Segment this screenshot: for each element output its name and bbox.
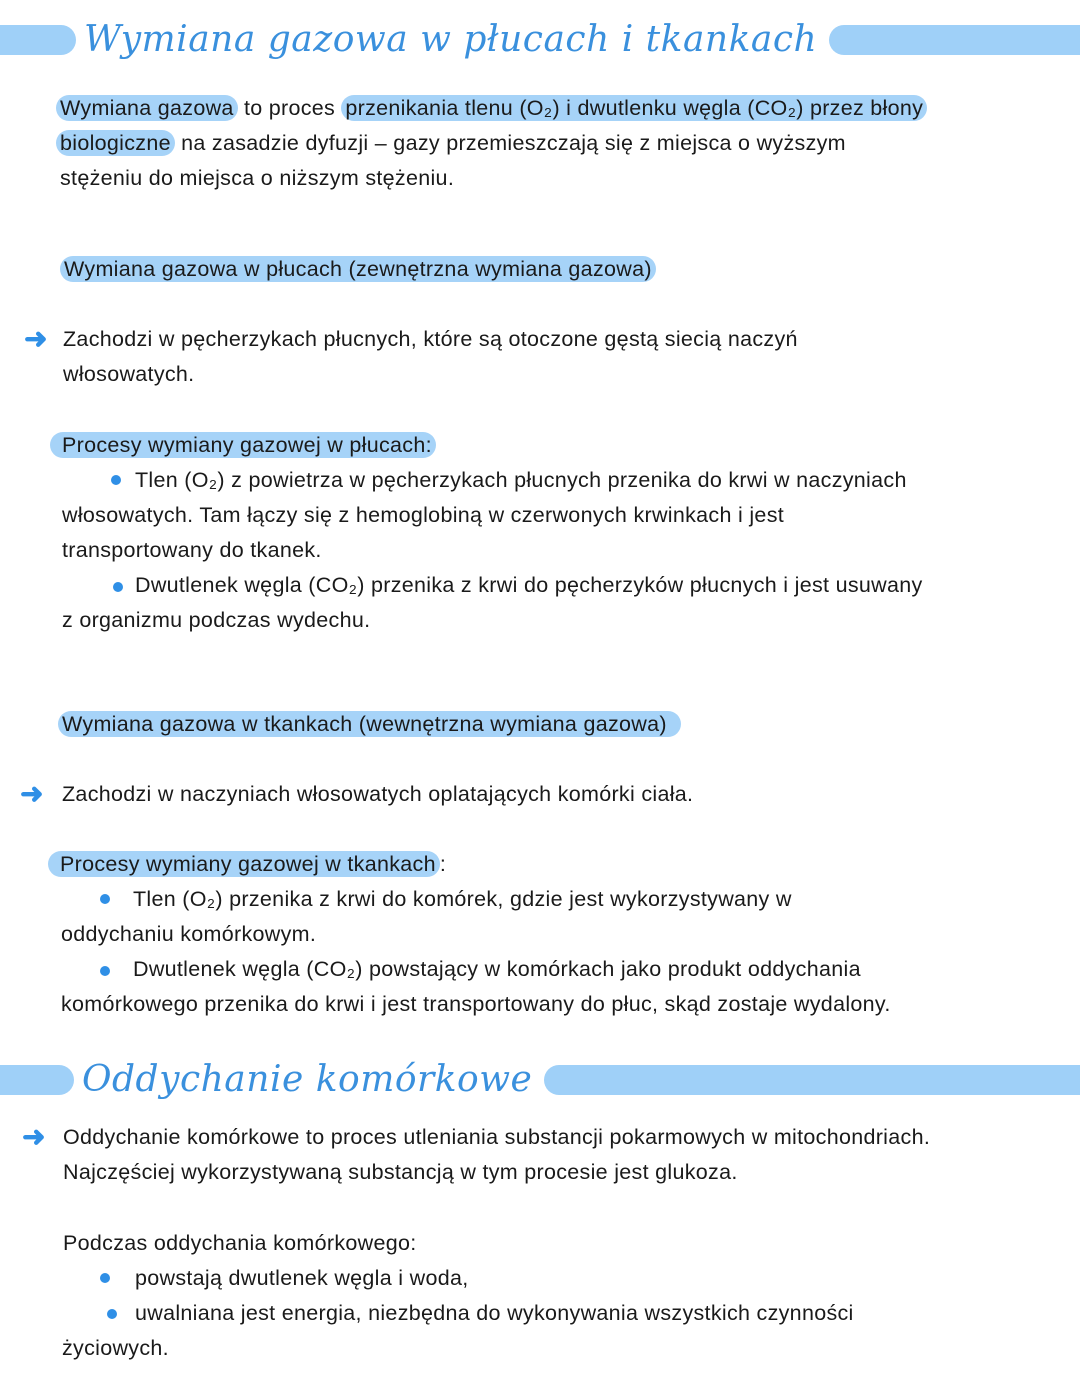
subheading	[58, 707, 681, 741]
subheading	[60, 252, 656, 286]
highlight: biologiczne	[56, 130, 175, 156]
bullet-icon	[113, 582, 123, 592]
text-line: Najczęściej wykorzystywaną substancją w tym procesie jest glukoza.	[63, 1160, 738, 1184]
bullet-line: Dwutlenek węgla (CO₂) przenika z krwi do pęcherzyków płucnych i jest usuwany	[135, 573, 923, 597]
bullet-icon	[100, 1273, 110, 1283]
text-line: Zachodzi w pęcherzykach płucnych, które są otoczone gęstą siecią naczyń	[63, 327, 798, 351]
text-line: oddychaniu komórkowym.	[61, 922, 317, 946]
title-bar-right	[829, 25, 1080, 55]
bullet-line: Tlen (O₂) z powietrza w pęcherzykach płucnych przenika do krwi w naczyniach	[135, 468, 907, 492]
bullet-icon	[100, 966, 110, 976]
text: to proces	[237, 96, 342, 120]
arrow-right-icon: ➜	[24, 323, 48, 354]
text-line: Zachodzi w naczyniach włosowatych oplatających komórki ciała.	[62, 782, 694, 806]
text: na zasadzie dyfuzji – gazy przemieszczają się z miejsca o wyższym	[174, 131, 846, 155]
highlight: przenikania tlenu (O₂) i dwutlenku węgla (CO₂) przez błony	[341, 95, 927, 121]
title-bar-left	[0, 1065, 74, 1095]
section-title-row	[0, 18, 1080, 62]
text-line: włosowatych. Tam łączy się z hemoglobiną w czerwonych krwinkach i jest	[62, 503, 785, 527]
arrow-right-icon: ➜	[20, 778, 44, 809]
bullet-icon	[111, 475, 121, 485]
bullet-line: Tlen (O₂) przenika z krwi do komórek, gdzie jest wykorzystywany w	[133, 887, 792, 911]
section-title: Wymiana gazowa w płucach i tkankach	[84, 19, 818, 60]
text: :	[439, 852, 447, 876]
bullet-line: uwalniana jest energia, niezbędna do wykonywania wszystkich czynności	[135, 1301, 854, 1325]
arrow-right-icon: ➜	[22, 1121, 46, 1152]
text-line: z organizmu podczas wydechu.	[62, 608, 371, 632]
highlight: Procesy wymiany gazowej w płucach:	[50, 432, 436, 458]
bullet-line: powstają dwutlenek węgla i woda,	[135, 1266, 469, 1290]
subheading	[50, 428, 436, 462]
bullet-icon	[100, 894, 110, 904]
text-line: włosowatych.	[63, 362, 195, 386]
section-title-row	[0, 1058, 1080, 1102]
title-bar-right	[544, 1065, 1080, 1095]
intro-line: stężeniu do miejsca o niższym stężeniu.	[60, 166, 455, 190]
bullet-icon	[107, 1309, 117, 1319]
intro-line	[56, 126, 846, 160]
highlight: Procesy wymiany gazowej w tkankach	[48, 851, 440, 877]
bullet-line: Dwutlenek węgla (CO₂) powstający w komórkach jako produkt oddychania	[133, 957, 861, 981]
highlight: Wymiana gazowa w płucach (zewnętrzna wymiana gazowa)	[60, 256, 656, 282]
intro-line	[56, 91, 927, 125]
text-line: transportowany do tkanek.	[62, 538, 322, 562]
text-line: życiowych.	[62, 1336, 169, 1360]
highlight: Wymiana gazowa	[56, 95, 238, 121]
section-title: Oddychanie komórkowe	[82, 1059, 533, 1100]
highlight: Wymiana gazowa w tkankach (wewnętrzna wymiana gazowa)	[58, 711, 681, 737]
subheading	[48, 847, 446, 881]
title-bar-left	[0, 25, 76, 55]
text-line: komórkowego przenika do krwi i jest transportowany do płuc, skąd zostaje wydalony.	[61, 992, 891, 1016]
text-line: Oddychanie komórkowe to proces utleniania substancji pokarmowych w mitochondriach.	[63, 1125, 931, 1149]
text-line: Podczas oddychania komórkowego:	[63, 1231, 417, 1255]
